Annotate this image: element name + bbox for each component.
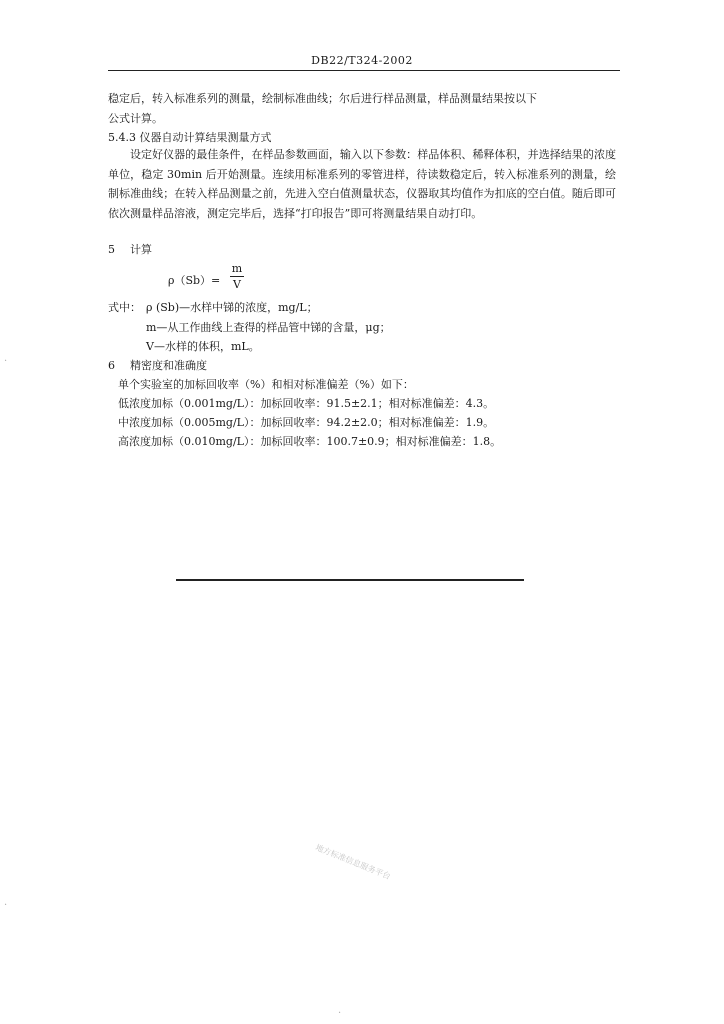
precision-row-low: 低浓度加标（0.001mg/L）：加标回收率：91.5±2.1；相对标准偏差：4.3。 bbox=[118, 397, 495, 410]
section-5-number: 5 bbox=[108, 243, 115, 256]
section-5-4-3-heading: 5.4.3 仪器自动计算结果测量方式 bbox=[108, 131, 272, 144]
formula-fraction bbox=[230, 262, 244, 291]
scan-edge-mark: · bbox=[4, 356, 8, 367]
precision-row-mid: 中浓度加标（0.005mg/L）：加标回收率：94.2±2.0；相对标准偏差：1.9。 bbox=[118, 416, 495, 429]
where-item-v: V—水样的体积，mL。 bbox=[146, 340, 260, 353]
precision-intro: 单个实验室的加标回收率（%）和相对标准偏差（%）如下： bbox=[118, 378, 414, 391]
section-5-4-3-body bbox=[108, 145, 616, 223]
formula-lhs: ρ（Sb）= bbox=[168, 274, 221, 287]
fraction-bar bbox=[230, 276, 244, 277]
where-item-m: m—从工作曲线上查得的样品管中锑的含量，μg； bbox=[146, 321, 391, 334]
section-6-number: 6 bbox=[108, 359, 115, 372]
section-5-title: 计算 bbox=[130, 243, 152, 256]
section-5-4-3-paragraph: 设定好仪器的最佳条件，在样品参数画面，输入以下参数：样品体积、稀释体积，并选择结果的浓度单位，稳定 30min 后开始测量。连续用标准系列的零管进样，待读数稳定后，转入标准系列的测量，绘制标准曲线；在转入样品测量之前，先进入空白值测量状态，仪器取其均值作为扣底的空白值。随后即可依次测量样品溶液，测定完毕后，选择“打印报告”即可将测量结果自动打印。 bbox=[108, 148, 616, 220]
document-code: DB22/T324-2002 bbox=[311, 54, 413, 67]
end-of-standard-rule bbox=[176, 579, 524, 581]
continuation-line-2: 公式计算。 bbox=[108, 112, 163, 125]
header-rule bbox=[108, 70, 620, 71]
watermark: 地方标准信息服务平台 bbox=[314, 842, 392, 882]
section-6-title: 精密度和准确度 bbox=[130, 359, 207, 372]
scan-edge-mark: · bbox=[4, 900, 8, 911]
where-item-rho: ρ (Sb)—水样中锑的浓度，mg/L； bbox=[146, 301, 318, 314]
formula-numerator: m bbox=[231, 262, 243, 275]
continuation-line-1: 稳定后，转入标准系列的测量，绘制标准曲线；尔后进行样品测量，样品测量结果按以下 bbox=[108, 92, 537, 105]
formula-denominator: V bbox=[233, 278, 241, 291]
precision-row-high: 高浓度加标（0.010mg/L）：加标回收率：100.7±0.9；相对标准偏差：1.8。 bbox=[118, 435, 502, 448]
scan-edge-mark: · bbox=[338, 1008, 342, 1019]
where-prefix: 式中： bbox=[108, 301, 141, 314]
